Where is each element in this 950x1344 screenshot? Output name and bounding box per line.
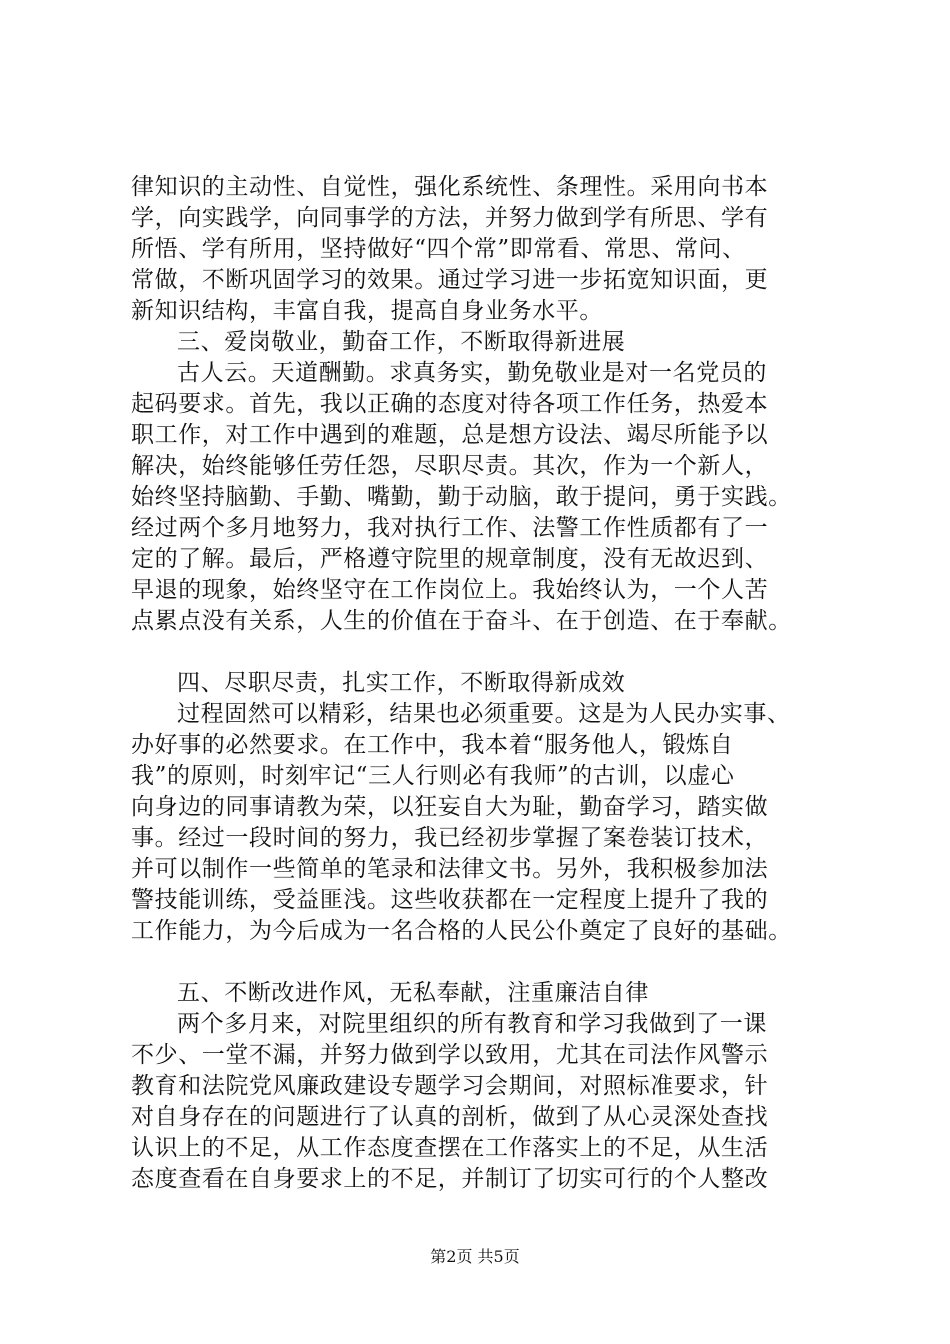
page-number-footer: 第2页 共5页 [430, 1247, 520, 1266]
text-line: 学，向实践学，向同事学的方法，并努力做到学有所思、学有 [131, 205, 769, 231]
text-line: 始终坚持脑勤、手勤、嘴勤，勤于动脑，敢于提问，勇于实践。 [131, 484, 792, 510]
text-line: 古人云。天道酬勤。求真务实，勤免敬业是对一名党员的 [177, 360, 767, 386]
paragraph-gap [131, 637, 851, 668]
text-line: 点累点没有关系，人生的价值在于奋斗、在于创造、在于奉献。 [131, 608, 792, 634]
text-line: 工作能力，为今后成为一名合格的人民公仆奠定了良好的基础。 [131, 918, 792, 944]
text-line: 过程固然可以精彩，结果也必须重要。这是为人民办实事、 [177, 701, 791, 727]
text-line: 两个多月来，对院里组织的所有教育和学习我做到了一课 [177, 1011, 767, 1037]
text-line: 所悟、学有所用，坚持做好“四个常”即常看、常思、常问、 [131, 236, 746, 262]
text-line: 解决，始终能够任劳任怨，尽职尽责。其次，作为一个新人， [131, 453, 769, 479]
text-line: 起码要求。首先，我以正确的态度对待各项工作任务，热爱本 [131, 391, 769, 417]
text-line: 经过两个多月地努力，我对执行工作、法警工作性质都有了一 [131, 515, 769, 541]
text-line: 定的了解。最后，严格遵守院里的规章制度，没有无故迟到、 [131, 546, 769, 572]
text-line: 办好事的必然要求。在工作中，我本着“服务他人，锻炼自 [131, 732, 734, 758]
text-line: 新知识结构，丰富自我，提高自身业务水平。 [131, 298, 603, 324]
text-line: 律知识的主动性、自觉性，强化系统性、条理性。采用向书本 [131, 174, 769, 200]
text-line: 早退的现象，始终坚守在工作岗位上。我始终认为，一个人苦 [131, 577, 769, 603]
section-heading: 五、不断改进作风，无私奉献，注重廉洁自律 [177, 980, 649, 1006]
text-line: 事。经过一段时间的努力，我已经初步掌握了案卷装订技术， [131, 825, 769, 851]
document-body [131, 172, 851, 1195]
text-line: 常做，不断巩固学习的效果。通过学习进一步拓宽知识面，更 [131, 267, 769, 293]
text-line: 并可以制作一些简单的笔录和法律文书。另外，我积极参加法 [131, 856, 769, 882]
text-line: 认识上的不足，从工作态度查摆在工作落实上的不足，从生活 [131, 1135, 769, 1161]
section-heading: 三、爱岗敬业，勤奋工作，不断取得新进展 [177, 329, 626, 355]
text-line: 我”的原则，时刻牢记“三人行则必有我师”的古训，以虚心 [131, 763, 735, 789]
text-line: 警技能训练，受益匪浅。这些收获都在一定程度上提升了我的 [131, 887, 769, 913]
paragraph-gap [131, 947, 851, 978]
text-line: 不少、一堂不漏，并努力做到学以致用，尤其在司法作风警示 [131, 1042, 769, 1068]
text-line: 向身边的同事请教为荣，以狂妄自大为耻，勤奋学习，踏实做 [131, 794, 769, 820]
text-line: 态度查看在自身要求上的不足，并制订了切实可行的个人整改 [131, 1166, 769, 1192]
text-line: 职工作，对工作中遇到的难题，总是想方设法、竭尽所能予以 [131, 422, 769, 448]
text-line: 教育和法院党风廉政建设专题学习会期间，对照标准要求，针 [131, 1073, 769, 1099]
section-heading: 四、尽职尽责，扎实工作，不断取得新成效 [177, 670, 626, 696]
text-line: 对自身存在的问题进行了认真的剖析，做到了从心灵深处查找 [131, 1104, 769, 1130]
